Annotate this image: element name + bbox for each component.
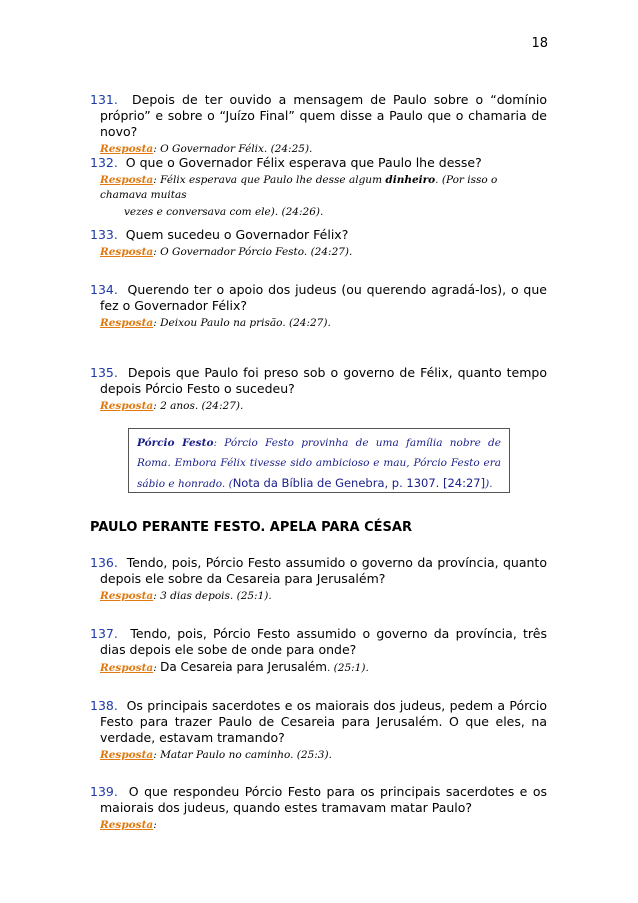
question-text: Quem sucedeu o Governador Félix? — [125, 227, 349, 242]
note-label: Pórcio Festo — [137, 437, 214, 449]
question-136 — [90, 555, 547, 604]
section-heading: PAULO PERANTE FESTO. APELA PARA CÉSAR — [90, 520, 412, 535]
question-134 — [90, 282, 547, 331]
answer-text: : O Governador Félix. (24:25). — [153, 143, 313, 155]
answer-text-cont: . (Por isso o chamava muitas — [100, 174, 498, 201]
question-text: Tendo, pois, Pórcio Festo assumido o governo da província, quanto depois ele sobre da Cesareia para Jerusalém? — [100, 555, 547, 586]
question-138 — [90, 698, 547, 763]
answer-line-2: vezes e conversava com ele). (24:26). — [124, 206, 324, 218]
question-text: Tendo, pois, Pórcio Festo assumido o governo da província, três dias depois ele sobe de onde para onde? — [100, 626, 547, 657]
answer-text: : — [153, 819, 157, 831]
answer-text: : 3 dias depois. (25:1). — [153, 590, 272, 602]
answer — [90, 818, 547, 833]
question-135 — [90, 365, 547, 414]
question-number: 136. — [90, 555, 118, 570]
answer-text-plain: Da Cesareia para Jerusalém — [160, 660, 327, 674]
answer-text: : Félix esperava que Paulo lhe desse algum — [153, 174, 386, 186]
answer-label: Resposta — [100, 143, 154, 155]
question-132 — [90, 155, 547, 220]
question-text: Querendo ter o apoio dos judeus (ou querendo agradá-los), o que fez o Governador Félix? — [100, 282, 547, 313]
question-text: Depois que Paulo foi preso sob o governo de Félix, quanto tempo depois Pórcio Festo o sucedeu? — [100, 365, 547, 396]
answer-label: Resposta — [100, 662, 154, 674]
question-number: 139. — [90, 784, 118, 799]
answer-text: . (25:1). — [327, 662, 369, 674]
note-text: : Pórcio Festo provinha de uma família nobre de Roma. Embora Félix tivesse sido ambicioso e mau, Pórcio Festo era sábio e honrado. ( — [137, 437, 501, 490]
answer-label: Resposta — [100, 246, 154, 258]
answer-label: Resposta — [100, 400, 154, 412]
answer — [90, 245, 547, 260]
question-139 — [90, 784, 547, 833]
question-number: 137. — [90, 626, 118, 641]
answer-label: Resposta — [100, 317, 154, 329]
question-text: Depois de ter ouvido a mensagem de Paulo sobre o “domínio próprio” e sobre o “Juízo Final” quem disse a Paulo que o chamaria de novo? — [100, 92, 547, 139]
answer — [90, 748, 547, 763]
question-number: 132. — [90, 155, 118, 170]
answer — [90, 399, 547, 414]
question-number: 135. — [90, 365, 118, 380]
question-text: O que o Governador Félix esperava que Paulo lhe desse? — [125, 155, 482, 170]
answer-text: : Deixou Paulo na prisão. (24:27). — [153, 317, 331, 329]
page-number: 18 — [531, 36, 548, 51]
answer-label: Resposta — [100, 819, 154, 831]
answer-emphasis: dinheiro — [385, 174, 436, 186]
note-box — [128, 428, 510, 493]
question-text: Os principais sacerdotes e os maiorais dos judeus, pedem a Pórcio Festo para trazer Paulo de Cesareia para Jerusalém. O que eles, na verdade, estavam tramando? — [100, 698, 547, 745]
note-end: ). — [485, 478, 493, 490]
answer — [90, 173, 547, 203]
note-reference: Nota da Bíblia de Genebra, p. 1307. [24:27] — [232, 476, 486, 490]
answer-text: : 2 anos. (24:27). — [153, 400, 244, 412]
question-133 — [90, 227, 547, 260]
answer — [90, 589, 547, 604]
answer: Resposta: Da Cesareia para Jerusalém. (25:1). — [100, 660, 369, 674]
question-number: 134. — [90, 282, 118, 297]
answer-label: Resposta — [100, 590, 154, 602]
answer-label: Resposta — [100, 174, 154, 186]
question-131 — [90, 92, 547, 157]
answer-text: : O Governador Pórcio Festo. (24:27). — [153, 246, 353, 258]
question-137 — [90, 626, 547, 676]
question-text: O que respondeu Pórcio Festo para os principais sacerdotes e os maiorais dos judeus, quando estes tramavam matar Paulo? — [100, 784, 547, 815]
answer — [90, 316, 547, 331]
question-number: 131. — [90, 92, 118, 107]
question-number: 138. — [90, 698, 118, 713]
answer-text: : Matar Paulo no caminho. (25:3). — [153, 749, 332, 761]
answer-label: Resposta — [100, 749, 154, 761]
question-number: 133. — [90, 227, 118, 242]
